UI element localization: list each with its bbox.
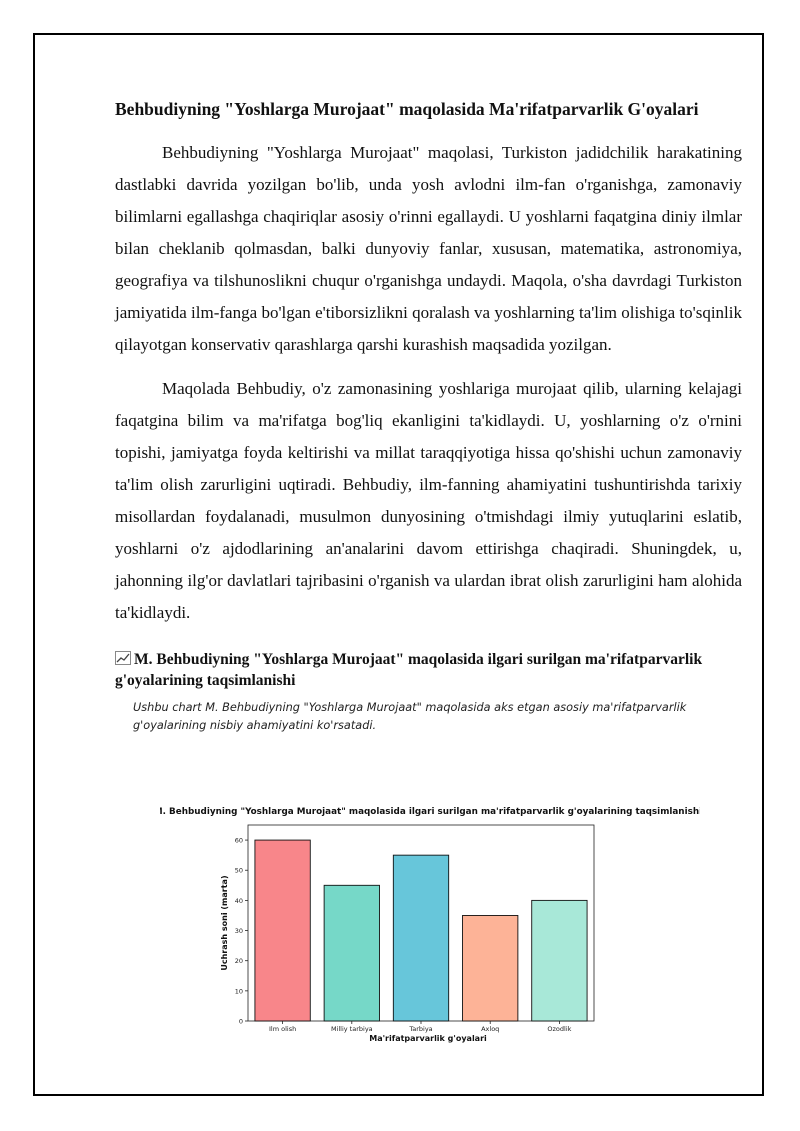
y-tick-label: 30 bbox=[234, 927, 243, 936]
bar bbox=[393, 855, 448, 1021]
x-tick-label: Tarbiya bbox=[409, 1025, 433, 1033]
y-tick-label: 10 bbox=[234, 987, 243, 996]
paragraph-2: Maqolada Behbudiy, o'z zamonasining yoshlariga murojaat qilib, ularning kelajagi faqatgina bilim va ma'rifatga bog'liq ekanligini ta'kidlaydi. U, yoshlarning o'z o'rnini topishi, jamiyatga foyda keltirishi va millat taraqqiyotiga hissa qo'shishi uchun zamonaviy ta'lim olish zarurligini uqtiradi. Behbudiy, ilm-fanning ahamiyatini tushuntirishda tarixiy misollardan foydalanadi, musulmon dunyosining o'tmishdagi ilmiy yutuqlarini eslatib, yoshlarni o'z ajdodlarining an'analarini davom ettirishga chaqiradi. Shuningdek, u, jahonning ilg'or davlatlari tajribasini o'rganish va ulardan ibrat olish zarurligini ham alohida ta'kidlaydi. bbox=[115, 379, 742, 622]
y-tick-label: 0 bbox=[238, 1017, 243, 1026]
y-tick-label: 20 bbox=[234, 957, 243, 966]
document-title: Behbudiyning "Yoshlarga Murojaat" maqolasida Ma'rifatparvarlik G'oyalari bbox=[115, 99, 699, 119]
bar bbox=[324, 885, 379, 1021]
chart-x-axis-label: Ma'rifatparvarlik g'oyalari bbox=[369, 1034, 487, 1043]
y-tick-label: 40 bbox=[234, 896, 243, 905]
y-tick-label: 60 bbox=[234, 836, 243, 845]
y-tick-label: 50 bbox=[234, 866, 243, 875]
bar bbox=[255, 840, 310, 1021]
bar bbox=[463, 915, 518, 1021]
paragraph-1: Behbudiyning "Yoshlarga Murojaat" maqolasi, Turkiston jadidchilik harakatining dastlabki davrida yozilgan bo'lib, unda yosh avlodni ilm-fan o'rganishga, zamonaviy bilimlarni egallashga chaqiriqlar asosiy o'rinni egallaydi. U yoshlarni faqatgina diniy ilmlar bilan cheklanib qolmasdan, balki dunyoviy fanlar, xususan, matematika, astronomiya, geografiya va tilshunoslikni chuqur o'rganishga undaydi. Maqola, o'sha davrdagi Turkiston jamiyatida ilm-fanga bo'lgan e'tiborsizlikni qoralash va yoshlarning ta'lim olishiga to'sqinlik qilayotgan konservativ qarashlarga qarshi kurashish maqsadida yozilgan. bbox=[115, 143, 742, 354]
plot-area bbox=[235, 825, 594, 1033]
bar-chart-svg bbox=[160, 800, 700, 1050]
bar bbox=[532, 900, 587, 1021]
x-tick-label: Ilm olish bbox=[268, 1025, 297, 1033]
x-tick-label: Milliy tarbiya bbox=[330, 1025, 373, 1033]
chart-increasing-icon bbox=[115, 651, 131, 665]
document-body bbox=[115, 96, 742, 735]
chart-caption: Ushbu chart M. Behbudiyning "Yoshlarga Murojaat" maqolasida aks etgan asosiy ma'rifatparvarlik g'oyalarining nisbiy ahamiyatini ko'rsatadi. bbox=[133, 701, 687, 732]
chart-heading bbox=[115, 649, 742, 691]
chart-y-axis-label: Uchrash soni (marta) bbox=[220, 875, 229, 971]
x-tick-label: Ozodlik bbox=[547, 1025, 572, 1033]
chart-heading-text: M. Behbudiyning "Yoshlarga Murojaat" maqolasida ilgari surilgan ma'rifatparvarlik g'oyalarining taqsimlanishi bbox=[115, 651, 703, 689]
chart-title: M. Behbudiyning "Yoshlarga Murojaat" maqolasida ilgari surilgan ma'rifatparvarlik g'oyalarining taqsimlanishi bbox=[160, 807, 700, 817]
bar-chart bbox=[160, 800, 700, 1050]
x-tick-label: Axloq bbox=[481, 1025, 500, 1033]
